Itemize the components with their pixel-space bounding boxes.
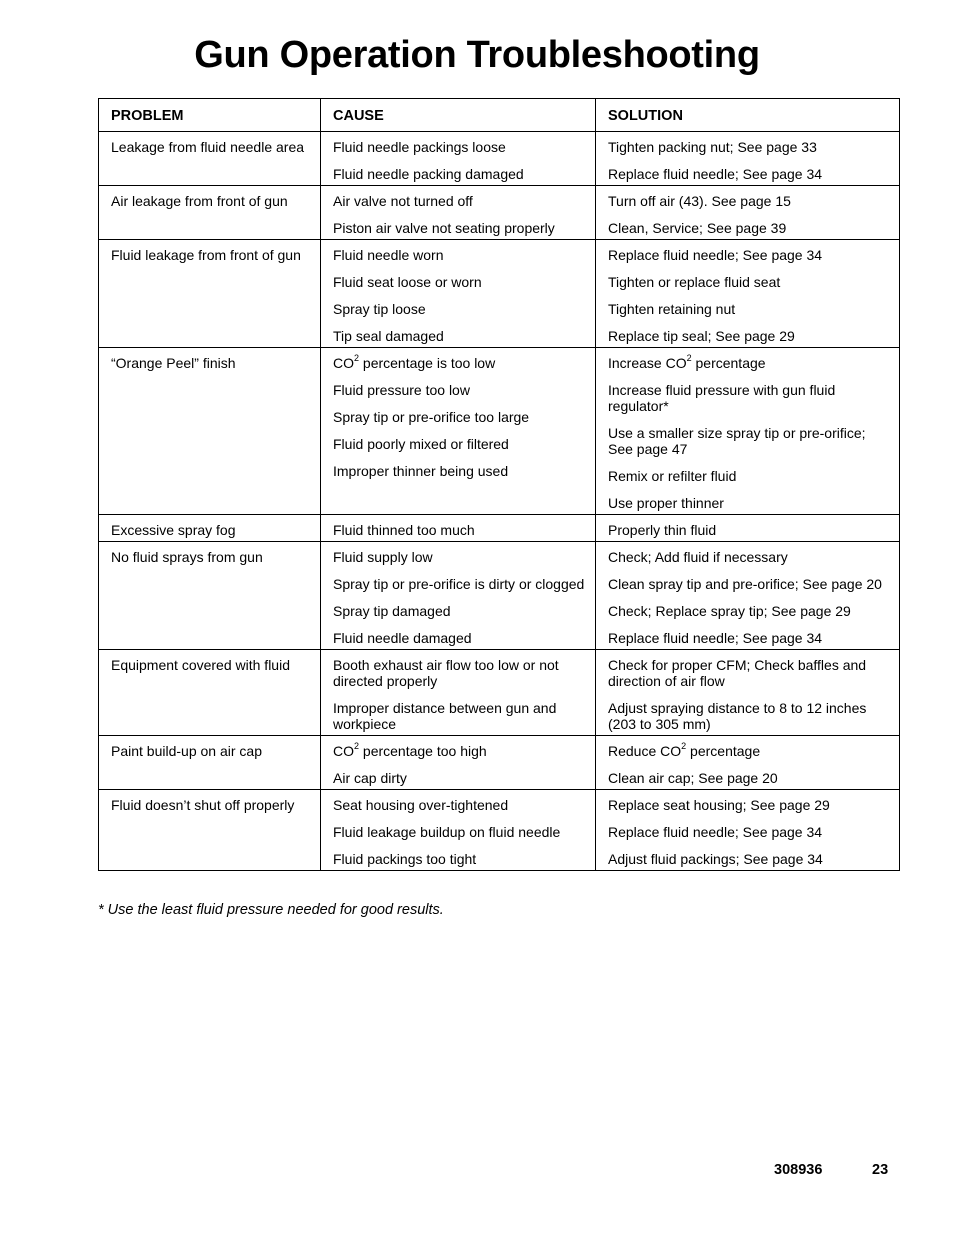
solution-item: Replace fluid needle; See page 34	[608, 247, 823, 263]
table-row	[99, 132, 900, 186]
solution-cell	[596, 348, 900, 515]
subscript-2: 2	[686, 353, 692, 364]
cause-cell	[321, 650, 596, 736]
cause-item: Improper distance between gun and workpiece	[333, 700, 557, 732]
cause-cell	[321, 790, 596, 871]
solution-item: Replace fluid needle; See page 34	[608, 630, 823, 646]
table-header-row	[99, 99, 900, 132]
problem-cell	[99, 186, 321, 240]
problem-text: Fluid leakage from front of gun	[111, 247, 301, 263]
solution-item: Tighten or replace fluid seat	[608, 274, 781, 290]
solution-item: Clean spray tip and pre-orifice; See page 20	[608, 576, 882, 592]
cause-item: Fluid needle damaged	[333, 630, 472, 646]
table-row	[99, 240, 900, 348]
cause-item: Spray tip or pre-orifice is dirty or clogged	[333, 576, 585, 592]
solution-item: Increase $CO^2$ percentage	[608, 353, 766, 371]
cause-item: Fluid pressure too low	[333, 382, 470, 398]
cause-cell	[321, 515, 596, 542]
solution-item: Replace tip seal; See page 29	[608, 328, 795, 344]
cause-item: Fluid needle packings loose	[333, 139, 506, 155]
problem-text: Excessive spray fog	[111, 522, 236, 538]
cause-item: Fluid leakage buildup on fluid needle	[333, 824, 561, 840]
subscript-2: 2	[354, 353, 360, 364]
cause-item: Air cap dirty	[333, 770, 407, 786]
solution-item: Remix or refilter fluid	[608, 468, 737, 484]
solution-item: Adjust spraying distance to 8 to 12 inches (203 to 305 mm)	[608, 700, 867, 732]
table-row	[99, 186, 900, 240]
problem-text: Paint build-up on air cap	[111, 743, 262, 759]
problem-text: Air leakage from front of gun	[111, 193, 288, 209]
table-row	[99, 650, 900, 736]
troubleshooting-table	[98, 98, 900, 871]
problem-cell	[99, 736, 321, 790]
solution-item: Check for proper CFM; Check baffles and direction of air flow	[608, 657, 867, 689]
page-number: 23	[872, 1162, 889, 1178]
cause-cell	[321, 186, 596, 240]
cause-item: Piston air valve not seating properly	[333, 220, 555, 236]
problem-text: “Orange Peel” finish	[111, 355, 236, 371]
solution-item: Check; Replace spray tip; See page 29	[608, 603, 851, 619]
cause-item: Spray tip or pre-orifice too large	[333, 409, 530, 425]
cause-item: $CO^2$ percentage is too low	[333, 353, 496, 371]
solution-item: Adjust fluid packings; See page 34	[608, 851, 823, 867]
solution-item: Turn off air (43). See page 15	[608, 193, 791, 209]
solution-cell	[596, 186, 900, 240]
subscript-2: 2	[681, 741, 687, 752]
solution-item: Replace seat housing; See page 29	[608, 797, 830, 813]
table-row	[99, 542, 900, 650]
solution-cell	[596, 515, 900, 542]
problem-cell	[99, 650, 321, 736]
cause-item: Spray tip damaged	[333, 603, 451, 619]
table-row	[99, 736, 900, 790]
solution-cell	[596, 132, 900, 186]
table-row	[99, 515, 900, 542]
solution-cell	[596, 650, 900, 736]
cause-item: Spray tip loose	[333, 301, 426, 317]
cause-item: Improper thinner being used	[333, 463, 509, 479]
solution-cell	[596, 736, 900, 790]
cause-item: Air valve not turned off	[333, 193, 473, 209]
cause-item: Fluid seat loose or worn	[333, 274, 482, 290]
problem-cell	[99, 542, 321, 650]
problem-cell	[99, 240, 321, 348]
cause-cell	[321, 542, 596, 650]
header-cause: CAUSE	[321, 99, 596, 132]
solution-item: Properly thin fluid	[608, 522, 717, 538]
cause-item: Fluid needle packing damaged	[333, 166, 524, 182]
problem-cell	[99, 348, 321, 515]
solution-item: Reduce $CO^2$ percentage	[608, 741, 761, 759]
cause-item: Fluid thinned too much	[333, 522, 475, 538]
cause-cell	[321, 240, 596, 348]
problem-cell	[99, 515, 321, 542]
solution-item: Use a smaller size spray tip or pre-orifice; See page 47	[608, 425, 866, 457]
solution-cell	[596, 790, 900, 871]
table-body	[99, 132, 900, 871]
header-problem: PROBLEM	[99, 99, 321, 132]
cause-item: Fluid needle worn	[333, 247, 444, 263]
cause-item: Tip seal damaged	[333, 328, 444, 344]
table-row	[99, 790, 900, 871]
solution-item: Increase fluid pressure with gun fluid regulator*	[608, 382, 836, 414]
page-title: Gun Operation Troubleshooting	[194, 34, 760, 76]
table-row	[99, 348, 900, 515]
cause-item: $CO^2$ percentage too high	[333, 741, 487, 759]
solution-item: Replace fluid needle; See page 34	[608, 166, 823, 182]
problem-cell	[99, 790, 321, 871]
solution-item: Clean, Service; See page 39	[608, 220, 787, 236]
solution-item: Check; Add fluid if necessary	[608, 549, 788, 565]
solution-item: Tighten packing nut; See page 33	[608, 139, 817, 155]
cause-item: Booth exhaust air flow too low or not directed properly	[333, 657, 559, 689]
cause-cell	[321, 132, 596, 186]
solution-item: Clean air cap; See page 20	[608, 770, 778, 786]
footnote: * Use the least fluid pressure needed for good results.	[98, 902, 444, 918]
solution-item: Tighten retaining nut	[608, 301, 736, 317]
solution-item: Use proper thinner	[608, 495, 724, 511]
problem-text: Leakage from fluid needle area	[111, 139, 305, 155]
problem-text: Fluid doesn’t shut off properly	[111, 797, 295, 813]
solution-cell	[596, 240, 900, 348]
document-number: 308936	[774, 1162, 823, 1178]
cause-cell	[321, 348, 596, 515]
solution-cell	[596, 542, 900, 650]
cause-item: Seat housing over-tightened	[333, 797, 509, 813]
problem-text: No fluid sprays from gun	[111, 549, 263, 565]
subscript-2: 2	[354, 741, 360, 752]
cause-item: Fluid poorly mixed or filtered	[333, 436, 509, 452]
cause-item: Fluid packings too tight	[333, 851, 477, 867]
header-solution: SOLUTION	[596, 99, 900, 132]
solution-item: Replace fluid needle; See page 34	[608, 824, 823, 840]
cause-cell	[321, 736, 596, 790]
problem-cell	[99, 132, 321, 186]
problem-text: Equipment covered with fluid	[111, 657, 290, 673]
cause-item: Fluid supply low	[333, 549, 433, 565]
